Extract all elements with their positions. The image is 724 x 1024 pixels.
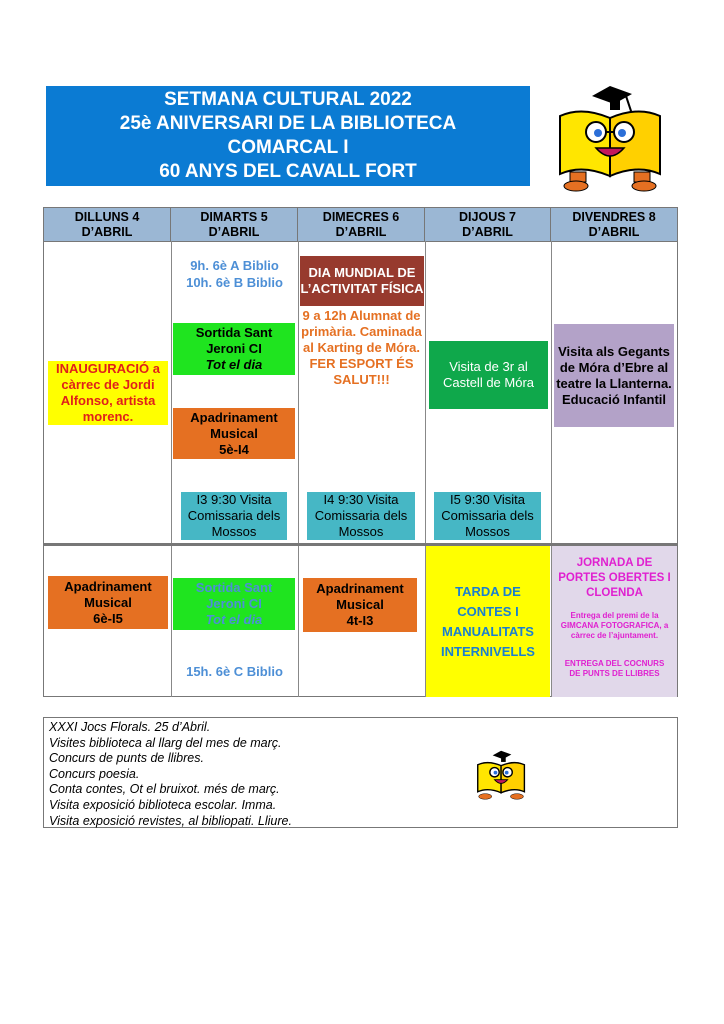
- day-name: DIJOUS 7: [459, 209, 516, 224]
- schedule-table: [43, 207, 678, 697]
- apadrinament-line-2: Musical: [210, 425, 258, 441]
- title-banner: [46, 86, 530, 186]
- apadrinament-line-1: Apadrinament: [190, 409, 278, 425]
- note-item: XXXI Jocs Florals. 25 d’Abril.: [49, 720, 211, 734]
- notes-list: [43, 717, 678, 828]
- caminada-karting-event: 9 a 12h Alumnat de primària. Caminada al Karting de Móra. FER ESPORT ÉS SALUT!!!: [301, 308, 422, 387]
- day-name: DILLUNS 4: [74, 209, 140, 224]
- biblio-6b: 10h. 6è B Biblio: [186, 275, 283, 290]
- column-divider: [171, 241, 172, 697]
- column-divider: [298, 241, 299, 697]
- header-dimarts: [171, 208, 298, 241]
- day-month: D’ABRIL: [588, 224, 640, 239]
- inauguracio-event: [48, 360, 168, 426]
- apadrinament-line-1: Apadrinament: [316, 581, 404, 596]
- visita-mossos-i5-event: I5 9:30 Visita Comissaria dels Mossos: [434, 492, 541, 540]
- title-line-1: SETMANA CULTURAL 2022: [164, 89, 412, 110]
- header-dijous: [425, 208, 551, 241]
- sortida-line-3: Tot el dia: [205, 357, 263, 372]
- book-mascot-icon: [552, 84, 672, 192]
- book-mascot-small-icon: [474, 746, 530, 804]
- header-divendres: [551, 208, 677, 241]
- sortida-sant-jeroni-week2-event: [173, 578, 295, 630]
- day-name: DIMECRES 6: [322, 209, 400, 224]
- jornada-text: JORNADA DE PORTES OBERTES I CLOENDA: [558, 557, 671, 599]
- visita-mossos-i4-event: I4 9:30 Visita Comissaria dels Mossos: [307, 492, 415, 540]
- sortida-line-1: Sortida Sant: [195, 325, 273, 340]
- sortida-line-3: Tot el dia: [205, 612, 263, 627]
- apadrinament-4t-event: [303, 578, 417, 632]
- apadrinament-5e-event: [173, 408, 295, 459]
- header-dimecres: [298, 208, 425, 241]
- apadrinament-line-2: Musical: [336, 597, 384, 612]
- day-month: D’ABRIL: [81, 224, 133, 239]
- title-line-4: 60 ANYS DEL CAVALL FORT: [159, 161, 417, 182]
- day-month: D’ABRIL: [335, 224, 387, 239]
- sortida-sant-jeroni-event: [173, 323, 295, 375]
- title-line-3: COMARCAL I: [227, 137, 349, 158]
- inauguracio-text: INAUGURACIÓ a càrrec de Jordi Alfonso, artista morenc.: [48, 361, 168, 425]
- visita-mossos-i3-event: I3 9:30 Visita Comissaria dels Mossos: [181, 492, 287, 540]
- apadrinament-6e-event: [48, 576, 168, 629]
- apadrinament-line-2: Musical: [84, 594, 132, 610]
- note-item: Visita exposició biblioteca escolar. Imma.: [49, 797, 277, 812]
- note-item: Visita exposició revistes, al bibliopati. Lliure.: [49, 813, 292, 828]
- apadrinament-line-3: 4t-I3: [346, 613, 374, 628]
- jornada-portes-obertes-event: [552, 546, 677, 697]
- day-month: D’ABRIL: [462, 224, 513, 239]
- day-month: D’ABRIL: [208, 224, 260, 239]
- title-line-2: 25è ANIVERSARI DE LA BIBLIOTECA: [119, 113, 457, 134]
- apadrinament-line-1: Apadrinament: [64, 578, 152, 594]
- note-item: Conta contes, Ot el bruixot. més de març.: [49, 782, 280, 797]
- sortida-line-2: Jeroni CI: [206, 596, 262, 611]
- dia-mundial-event: DIA MUNDIAL DE L’ACTIVITAT FÍSICA: [300, 256, 424, 306]
- biblio-6a: 9h. 6è A Biblio: [190, 258, 279, 273]
- day-name: DIVENDRES 8: [572, 209, 656, 224]
- sortida-line-1: Sortida Sant: [195, 580, 273, 595]
- apadrinament-line-3: 5è-I4: [219, 441, 249, 457]
- entrega-punts-text: ENTREGA DEL COCNURS DE PUNTS DE LLIBRES: [564, 659, 665, 678]
- header-dilluns: [44, 208, 171, 241]
- tarda-contes-event: TARDA DE CONTES I MANUALITATS INTERNIVELLS: [426, 546, 550, 697]
- entrega-gimcana-text: Entrega del premi de la GIMCANA FOTOGRAFICA, a càrrec de l’ajuntament.: [560, 611, 669, 640]
- apadrinament-line-3: 6è-I5: [93, 610, 123, 626]
- biblio-6c: 15h. 6è C Biblio: [186, 664, 283, 679]
- visita-gegants-event: Visita als Gegants de Móra d’Ebre al teatre la Llanterna. Educació Infantil: [554, 324, 674, 427]
- sortida-line-2: Jeroni CI: [206, 341, 262, 356]
- visita-castell-event: Visita de 3r al Castell de Móra: [429, 341, 548, 409]
- day-name: DIMARTS 5: [200, 209, 268, 224]
- note-item: Concurs poesia.: [49, 766, 140, 781]
- note-item: Concurs de punts de llibres.: [49, 751, 204, 766]
- header-divider: [44, 241, 677, 242]
- note-item: Visites biblioteca al llarg del mes de març.: [49, 735, 282, 750]
